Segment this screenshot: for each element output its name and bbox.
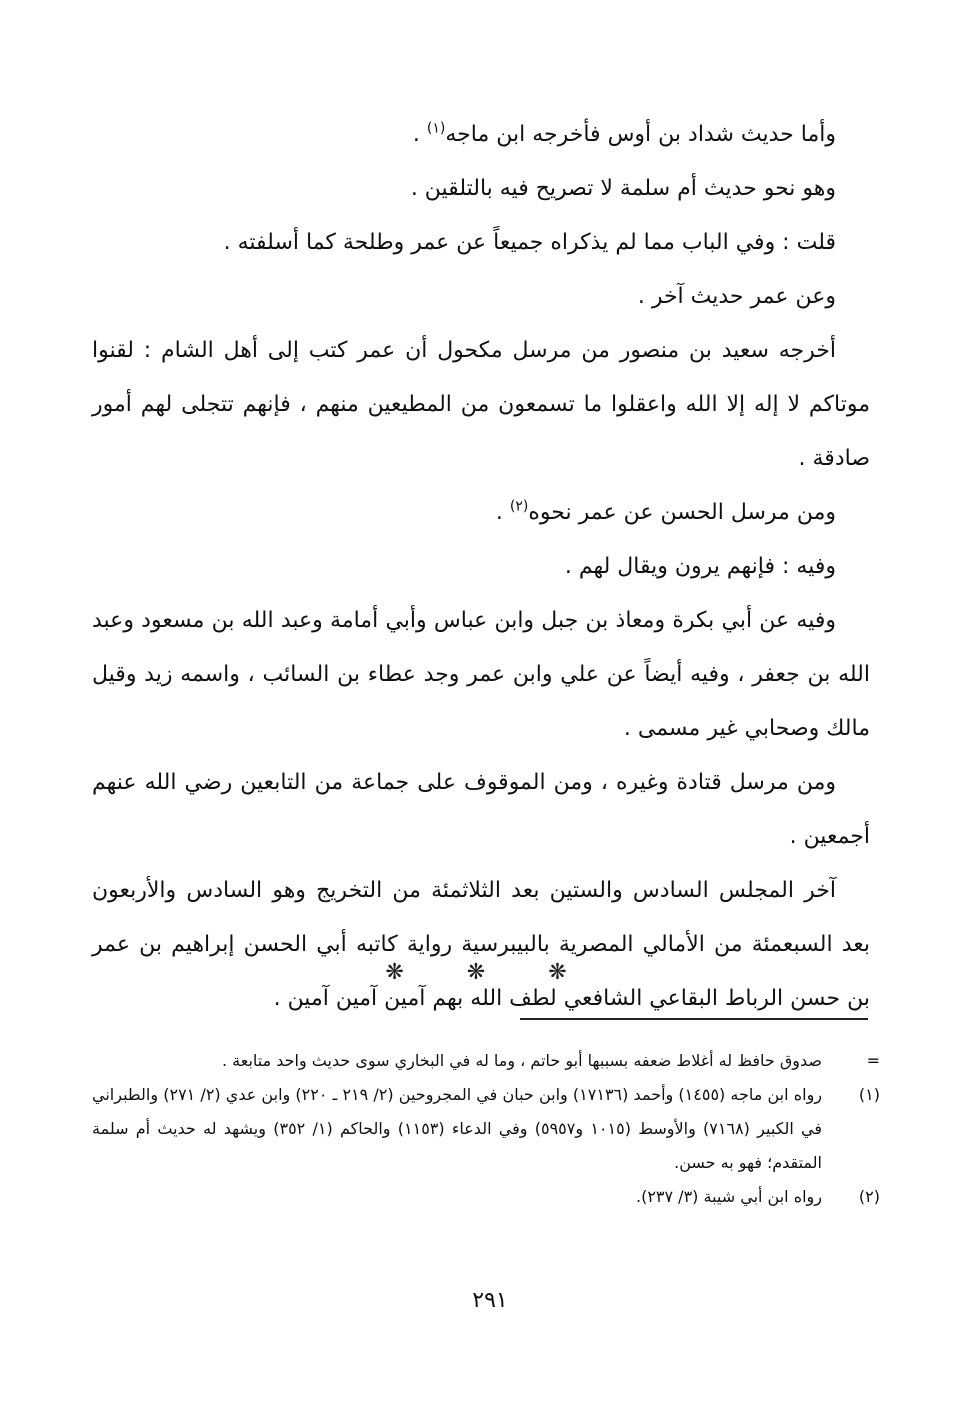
paragraph-1 [92,108,870,162]
footnote-ref-2: (٢) [509,498,529,515]
paragraph-5: أخرجه سعيد بن منصور من مرسل مكحول أن عمر كتب إلى أهل الشام : لقنوا موتاكم لا إله إلا الله واعقلوا ما تسمعون من المطيعين منهم ، فإنهم تتجلى لهم أمور صادقة . [92,338,870,471]
footnote-ref-1: (١) [426,120,446,137]
paragraph-3: قلت : وفي الباب مما لم يذكراه جميعاً عن عمر وطلحة كما أسلفته . [223,230,836,255]
paragraph-8: وفيه عن أبي بكرة ومعاذ بن جبل وابن عباس وأبي أمامة وعبد الله بن مسعود وعبد الله بن جعفر ، وفيه أيضاً عن علي وابن عمر وجد عطاء بن السائب ، واسمه زيد وقيل مالك وصحابي غير مسمى . [92,608,870,741]
paragraph-7: وفيه : فإنهم يرون ويقال لهم . [564,554,836,579]
paragraph-9: ومن مرسل قتادة وغيره ، ومن الموقوف على جماعة من التابعين رضي الله عنهم أجمعين . [92,770,870,849]
paragraph-1-text: وأما حديث شداد بن أوس فأخرجه ابن ماجه [445,122,836,147]
footnote-mark: = [866,1051,880,1070]
paragraph-10: آخر المجلس السادس والستين بعد الثلاثمئة من التخريج وهو السادس والأربعون بعد السبعمئة من الأمالي المصرية بالبيبرسية رواية كاتبه أبي الحسن إبراهيم بن عمر بن حسن الرباط البقاعي الشافعي لطف الله بهم آمين آمين آمين . [92,878,870,1011]
main-text [92,108,870,1026]
footnote-1 [92,1078,880,1180]
footnotes [92,1044,880,1214]
page-number: ٢٩١ [472,1288,508,1313]
footnote-text: رواه ابن ماجه (١٤٥٥) وأحمد (١٧١٣٦) وابن حبان في المجروحين (٢/ ٢١٩ ـ ٢٢٠) وابن عدي (٢/ ٢٧١) والطبراني في الكبير (٧١٦٨) والأوسط (١٠١٥ و٥٩٥٧) وفي الدعاء (١١٥٣) والحاكم (١/ ٣٥٢) ويشهد له حديث أم سلمة المتقدم؛ فهو به حسن. [92,1085,823,1172]
footnote-mark: (١) [858,1085,880,1104]
paragraph-4: وعن عمر حديث آخر . [637,284,836,309]
paragraph-1-end: . [412,122,427,147]
footnote-text: رواه ابن أبي شيبة (٣/ ٢٣٧). [635,1187,822,1206]
paragraph-2: وهو نحو حديث أم سلمة لا تصريح فيه بالتلقين . [410,176,836,201]
footnote-continued [92,1044,880,1078]
section-separator: ❋ ❋ ❋ [385,960,595,985]
paragraph-6-end: . [495,500,510,525]
footnote-text: صدوق حافظ له أغلاط ضعفه بسببها أبو حاتم ، وما له في البخاري سوى حديث واحد متابعة . [221,1051,822,1070]
footnote-mark: (٢) [858,1187,880,1206]
footnote-divider [520,1018,868,1020]
paragraph-6 [92,486,870,540]
paragraph-6-text: ومن مرسل الحسن عن عمر نحوه [528,500,836,525]
footnote-2 [92,1180,880,1214]
